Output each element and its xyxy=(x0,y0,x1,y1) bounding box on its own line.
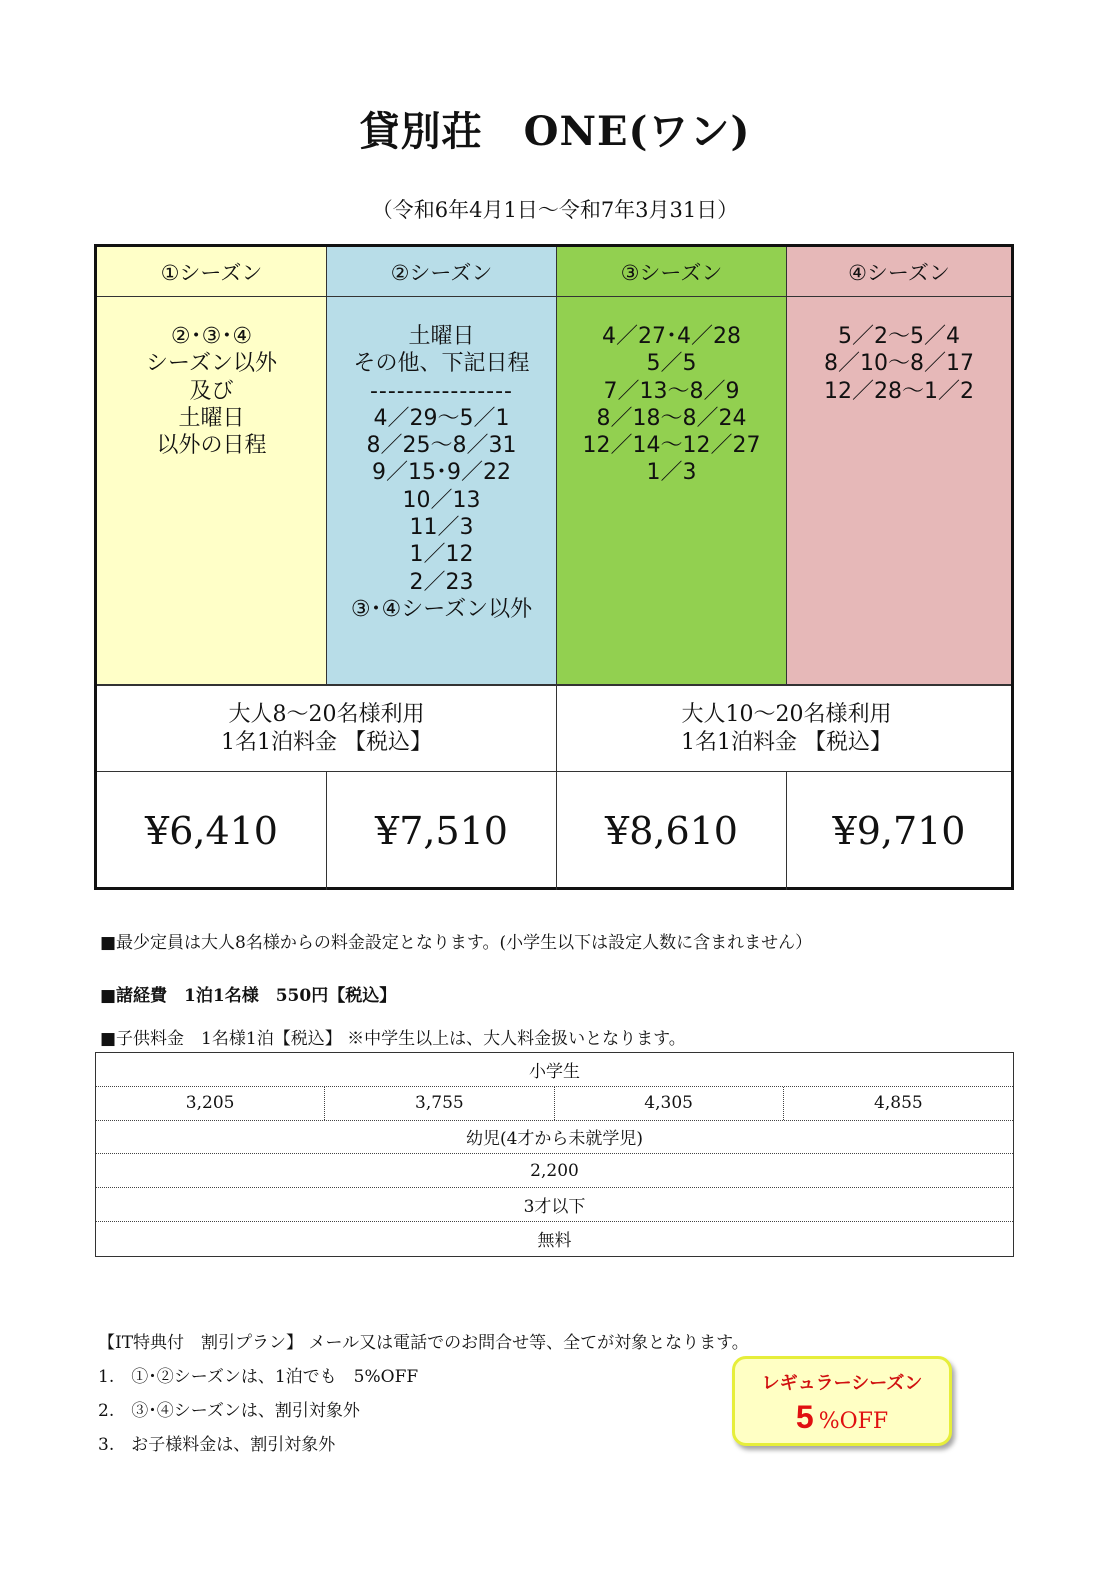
season-header: ④シーズン xyxy=(787,247,1011,297)
elementary-price: 3,205 xyxy=(96,1087,325,1120)
toddler-price: 無料 xyxy=(537,1231,572,1252)
season-date-line: 2／23 xyxy=(409,569,474,595)
plan-item: 3. お子様料金は、割引対象外 xyxy=(98,1435,336,1455)
season-date-line: 12／28～1／2 xyxy=(824,378,974,404)
plan-heading: 【IT特典付 割引プラン】 メール又は電話でのお問合せ等、全てが対象となります。 xyxy=(98,1333,749,1353)
season-date-line: 4／27･4／28 xyxy=(602,324,741,349)
price-label-row xyxy=(97,684,1011,772)
minimum-note: ■最少定員は大人8名様からの料金設定となります。(小学生以下は設定人数に含まれません） xyxy=(100,933,813,953)
season-dates xyxy=(97,297,326,459)
divider: ---------------- xyxy=(369,378,513,404)
season-date-line: 11／3 xyxy=(409,515,474,541)
price-season-4: ¥9,710 xyxy=(832,809,966,853)
season-date-line: ③･④シーズン以外 xyxy=(350,596,533,622)
season-column-3 xyxy=(557,247,787,684)
page-title: 貸別荘 ONE(ワン) xyxy=(359,108,751,155)
validity-period: （令和6年4月1日～令和7年3月31日） xyxy=(371,198,739,222)
plan-item: 2. ③･④シーズンは、割引対象外 xyxy=(98,1401,360,1421)
infant-header: 幼児(4才から未就学児) xyxy=(96,1121,1013,1155)
season-column-2 xyxy=(327,247,557,684)
season-column-4 xyxy=(787,247,1011,684)
elementary-price: 3,755 xyxy=(325,1087,554,1120)
season-date-line: 9／15･9／22 xyxy=(372,460,511,486)
season-date-line: 及び xyxy=(189,378,234,404)
season-date-line: 12／14～12／27 xyxy=(582,433,761,459)
price-label-group-2 xyxy=(557,686,1016,772)
season-date-line: シーズン以外 xyxy=(146,351,277,377)
callout-suffix: %OFF xyxy=(818,1409,889,1434)
price-label-line: 大人10～20名様利用 xyxy=(681,702,892,727)
season-column-1 xyxy=(97,247,327,684)
infant-price: 2,200 xyxy=(96,1154,1013,1188)
season-date-line: ②･③･④ xyxy=(170,324,253,349)
season-date-line: 4／29～5／1 xyxy=(373,405,510,431)
price-label-group-1 xyxy=(97,686,557,772)
season-dates xyxy=(327,297,556,623)
season-date-line: 7／13～8／9 xyxy=(603,378,740,404)
season-date-line: 10／13 xyxy=(402,487,481,513)
elementary-price: 4,855 xyxy=(874,1093,923,1114)
toddler-header: 3才以下 xyxy=(96,1188,1013,1222)
season-date-line: 1／3 xyxy=(646,460,697,486)
child-note: ■子供料金 1名様1泊【税込】 ※中学生以上は、大人料金扱いとなります。 xyxy=(100,1029,686,1049)
season-date-line: 8／18～8／24 xyxy=(596,405,747,431)
season-header: ②シーズン xyxy=(327,247,556,297)
season-header: ①シーズン xyxy=(97,247,326,297)
price-row xyxy=(97,772,1011,890)
price-label-line: 1名1泊料金 【税込】 xyxy=(681,730,892,755)
price-season-3: ¥8,610 xyxy=(557,772,787,890)
season-table xyxy=(94,244,1014,890)
price-season-2: ¥7,510 xyxy=(327,772,557,890)
callout-value: 5 xyxy=(795,1399,814,1435)
season-date-line: 土曜日 xyxy=(408,324,475,349)
callout-title: レギュラーシーズン xyxy=(761,1373,923,1394)
price-label-line: 大人8～20名様利用 xyxy=(228,702,425,727)
season-date-line: 8／25～8／31 xyxy=(366,433,517,459)
child-price-table xyxy=(95,1052,1014,1257)
plan-item: 1. ①･②シーズンは、1泊でも 5%OFF xyxy=(98,1367,419,1387)
season-date-line: 土曜日 xyxy=(178,405,245,431)
elementary-prices xyxy=(96,1087,1013,1121)
elementary-price: 4,305 xyxy=(555,1087,784,1120)
season-date-line: 1／12 xyxy=(409,542,474,568)
season-header: ③シーズン xyxy=(557,247,786,297)
fee-note: ■諸経費 1泊1名様 550円【税込】 xyxy=(100,986,397,1006)
elementary-header: 小学生 xyxy=(96,1053,1013,1087)
season-date-line: 8／10～8／17 xyxy=(824,351,974,377)
season-date-line: 5／2～5／4 xyxy=(838,324,960,349)
discount-callout xyxy=(732,1356,952,1446)
season-dates xyxy=(787,297,1011,405)
season-date-line: 以外の日程 xyxy=(156,433,267,459)
price-season-1: ¥6,410 xyxy=(97,772,327,890)
season-date-line: 5／5 xyxy=(646,351,697,377)
season-dates xyxy=(557,297,786,487)
season-date-line: その他、下記日程 xyxy=(353,351,530,377)
price-label-line: 1名1泊料金 【税込】 xyxy=(221,730,432,755)
